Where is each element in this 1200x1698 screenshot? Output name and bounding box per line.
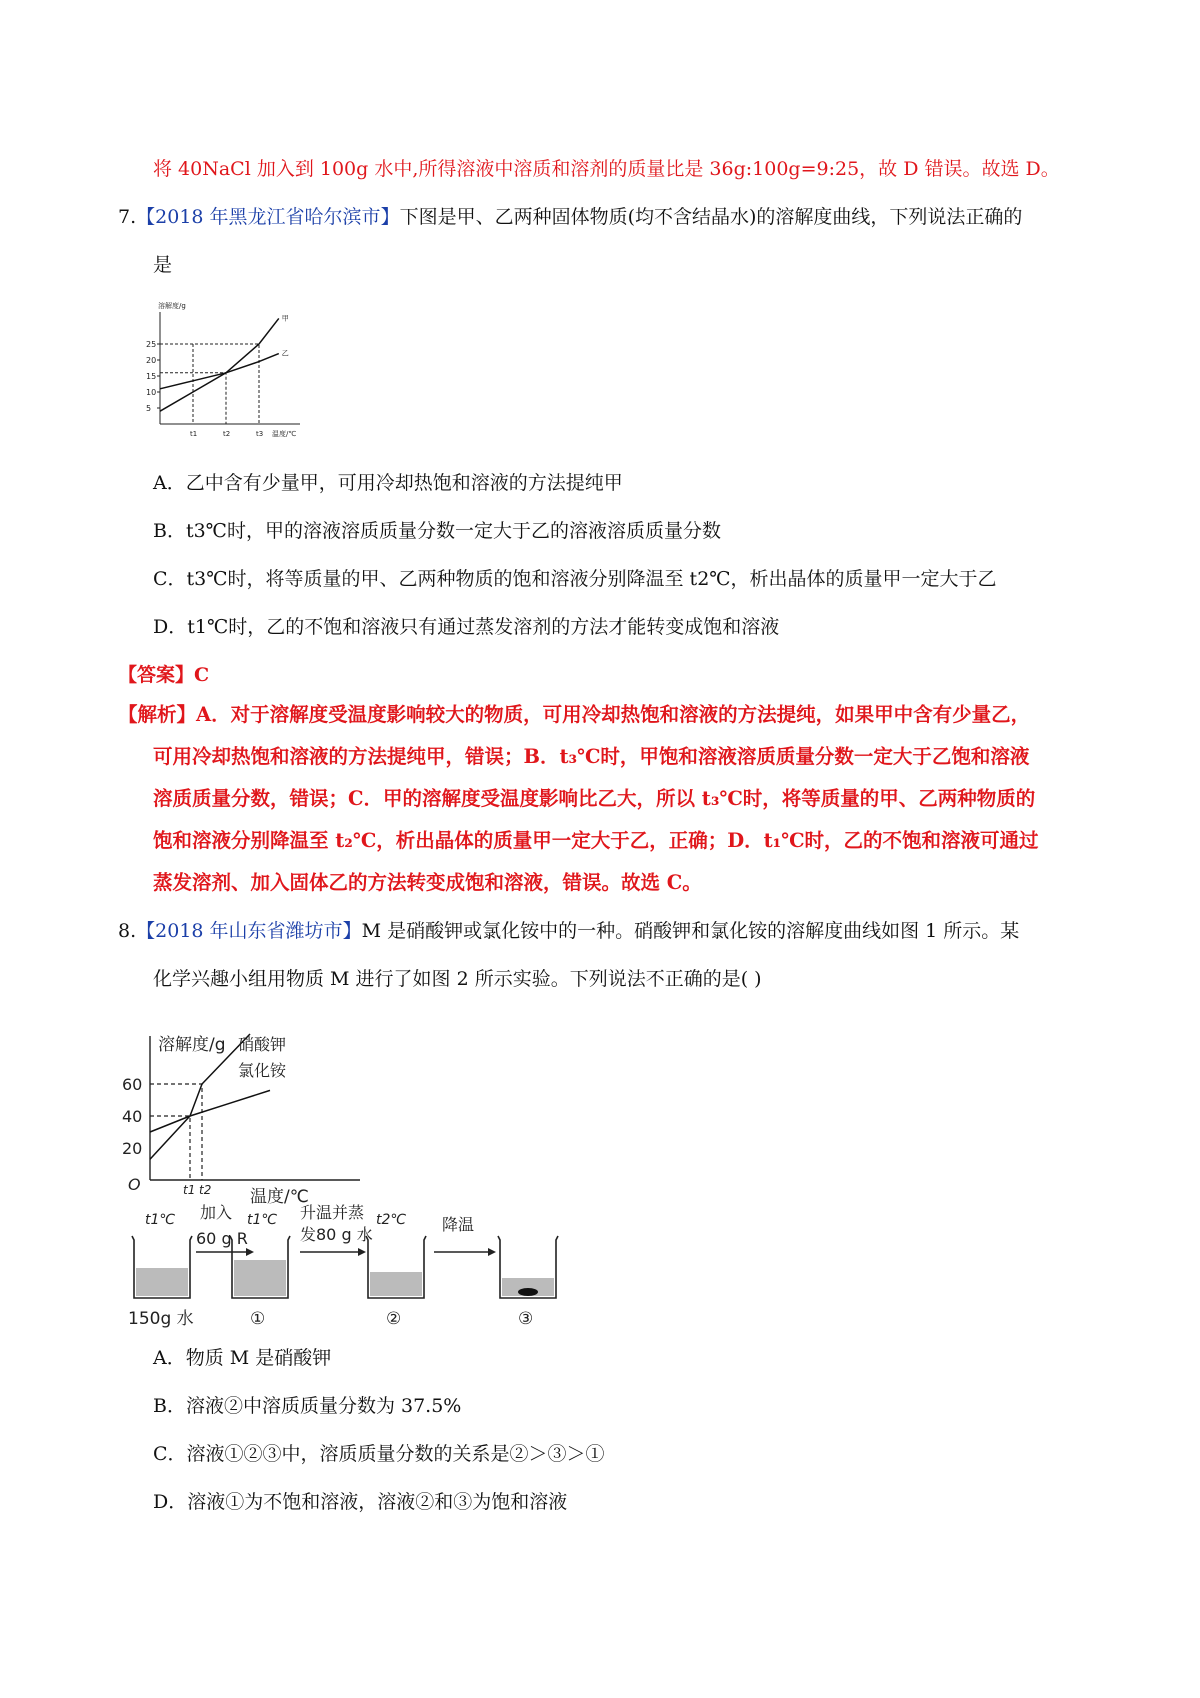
q7-y-tick-label: 5: [146, 404, 152, 413]
step-2-text: 发80 g 水: [300, 1225, 373, 1244]
q7-analysis-line: 【解析】A．对于溶解度受温度影响较大的物质，可用冷却热饱和溶液的方法提纯，如果甲中含有少量乙，: [118, 703, 1031, 726]
crystal-precipitate: [518, 1288, 538, 1296]
q7-answer: 【答案】C: [118, 664, 210, 686]
beaker-1-label: ①: [250, 1309, 266, 1329]
step-2-text: 升温并蒸: [300, 1203, 365, 1222]
beaker-2: [366, 1236, 426, 1298]
q8-y-tick-label: 60: [122, 1075, 143, 1094]
q7-analysis-line: 溶质质量分数，错误；C．甲的溶解度受温度影响比乙大，所以 t₃℃时，将等质量的甲、乙两种物质的: [153, 787, 1036, 810]
q8-guide-line: [150, 1116, 190, 1180]
source-bracket-close: 】: [342, 920, 362, 942]
q7-series-label: 甲: [281, 314, 289, 323]
source-bracket-close: 】: [380, 206, 400, 228]
question-number: 7.: [118, 206, 137, 228]
q8-experiment-diagram: [120, 1200, 580, 1332]
q7-option-a: A．乙中含有少量甲，可用冷却热饱和溶液的方法提纯甲: [153, 472, 623, 494]
q8-y-tick-label: 20: [122, 1139, 143, 1158]
q7-solubility-chart: [140, 298, 320, 458]
q8-series-line: [150, 1090, 270, 1132]
question-source: 2018 年黑龙江省哈尔滨市: [155, 206, 381, 228]
beaker-2-temp: t2℃: [376, 1212, 407, 1228]
question-8-stem: [118, 918, 1019, 944]
question-source: 2018 年山东省潍坊市: [155, 920, 343, 942]
q7-option-b: B．t3℃时，甲的溶液溶质质量分数一定大于乙的溶液溶质质量分数: [153, 520, 721, 542]
q8-y-axis-label: 溶解度/g: [158, 1035, 226, 1055]
q7-y-tick-label: 20: [146, 356, 157, 365]
question-text: M 是硝酸钾或氯化铵中的一种。硝酸钾和氯化铵的溶解度曲线如图 1 所示。某: [361, 920, 1020, 942]
q7-analysis-line: 蒸发溶剂、加入固体乙的方法转变成饱和溶液，错误。故选 C。: [153, 871, 702, 894]
question-8-stem-cont: 化学兴趣小组用物质 M 进行了如图 2 所示实验。下列说法不正确的是( ): [153, 968, 762, 990]
q8-x-tick-label: t2: [199, 1183, 212, 1197]
q8-x-tick-label: t1: [183, 1183, 196, 1197]
question-7-stem: [118, 204, 1022, 230]
q7-series-line: [160, 354, 279, 389]
q8-option-c: C．溶液①②③中，溶质质量分数的关系是②＞③＞①: [153, 1443, 605, 1465]
q8-y-tick-label: 40: [122, 1107, 143, 1126]
beaker-3-label: ③: [518, 1309, 534, 1329]
question-7-stem-cont: 是: [153, 254, 173, 276]
q7-series-line: [160, 318, 279, 411]
q7-y-tick-label: 15: [146, 372, 157, 381]
q7-option-d: D．t1℃时，乙的不饱和溶液只有通过蒸发溶剂的方法才能转变成饱和溶液: [153, 616, 780, 638]
beaker-0: [132, 1236, 192, 1298]
beaker-2-label: ②: [386, 1309, 402, 1329]
q7-series-label: 乙: [281, 349, 289, 358]
beaker-1-temp: t1℃: [247, 1212, 278, 1228]
q8-origin-label: O: [128, 1175, 141, 1194]
q7-analysis-line: 可用冷却热饱和溶液的方法提纯甲，错误；B．t₃℃时，甲饱和溶液溶质质量分数一定大于乙饱和溶液: [153, 745, 1030, 768]
arrow-icon: [300, 1248, 366, 1256]
q8-option-b: B．溶液②中溶质质量分数为 37.5%: [153, 1395, 462, 1417]
q7-x-axis-label: 温度/℃: [272, 430, 297, 438]
q8-option-d: D．溶液①为不饱和溶液，溶液②和③为饱和溶液: [153, 1491, 568, 1513]
step-1-text: 60 g R: [196, 1229, 248, 1248]
q7-x-tick-label: t3: [256, 430, 264, 438]
step-1-text: 加入: [200, 1203, 233, 1222]
beaker-0-label: 150g 水: [128, 1309, 194, 1329]
q8-option-a: A．物质 M 是硝酸钾: [153, 1347, 332, 1369]
q7-x-tick-label: t1: [190, 430, 198, 438]
q7-y-tick-label: 10: [146, 388, 157, 397]
source-bracket-open: 【: [136, 206, 156, 228]
source-bracket-open: 【: [136, 920, 156, 942]
q8-series-label: 氯化铵: [238, 1061, 287, 1080]
previous-answer-tail: 将 40NaCl 加入到 100g 水中,所得溶液中溶质和溶剂的质量比是 36g:100g=9:25，故 D 错误。故选 D。: [153, 158, 1060, 180]
arrow-icon: [434, 1248, 496, 1256]
step-3-text: 降温: [442, 1215, 475, 1234]
beaker-3: [498, 1236, 558, 1298]
q8-solubility-chart: [120, 1030, 380, 1210]
q7-option-c: C．t3℃时，将等质量的甲、乙两种物质的饱和溶液分别降温至 t2℃，析出晶体的质量甲一定大于乙: [153, 568, 997, 590]
q7-analysis-line: 饱和溶液分别降温至 t₂℃，析出晶体的质量甲一定大于乙，正确；D．t₁℃时，乙的不饱和溶液可通过: [153, 829, 1039, 852]
q8-series-label: 硝酸钾: [238, 1035, 287, 1054]
q7-y-tick-label: 25: [146, 340, 157, 349]
q7-x-tick-label: t2: [223, 430, 231, 438]
q7-y-axis-label: 溶解度/g: [158, 302, 186, 310]
q8-x-axis-label: 温度/℃: [250, 1187, 309, 1207]
arrow-icon: [196, 1248, 254, 1256]
question-text: 下图是甲、乙两种固体物质(均不含结晶水)的溶解度曲线，下列说法正确的: [399, 206, 1023, 228]
beaker-0-temp: t1℃: [145, 1212, 176, 1228]
question-number: 8.: [118, 920, 137, 942]
